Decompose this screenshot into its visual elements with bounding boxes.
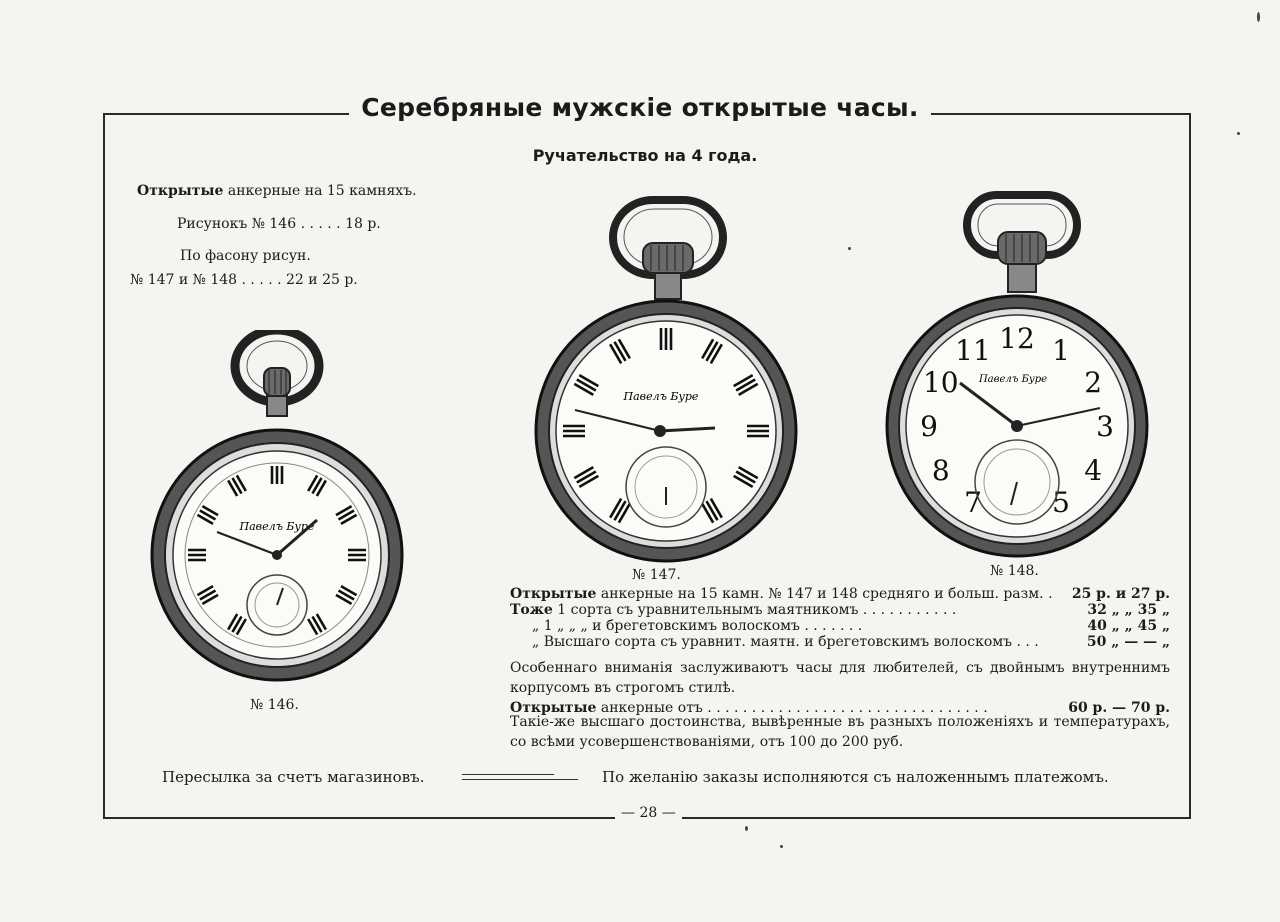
left-price-line-1: Открытые анкерные на 15 камняхъ. <box>137 183 417 199</box>
arabic-numeral: 9 <box>920 410 938 443</box>
arabic-numeral: 8 <box>931 454 950 487</box>
watch-146-caption: № 146. <box>250 697 299 713</box>
price-row: Открытые анкерные на 15 камн. № 147 и 148 средняго и больш. разм. . 25 р. и 27 р. <box>510 586 1170 602</box>
arabic-numeral: 7 <box>964 486 982 520</box>
arabic-numeral: 12 <box>999 322 1035 355</box>
page-subtitle: Ручательство на 4 года. <box>532 146 758 165</box>
left-price-line-2: Рисунокъ № 146 . . . . . 18 р. <box>177 216 381 232</box>
arabic-numeral: 5 <box>1052 486 1070 520</box>
arabic-numeral: 2 <box>1084 366 1103 399</box>
page-number: — 28 — <box>615 805 682 821</box>
footer-divider <box>462 774 554 775</box>
watch-147-illustration <box>533 195 803 585</box>
footer-cod: По желанію заказы исполняются съ наложеннымъ платежомъ. <box>602 768 1109 786</box>
arabic-numeral: 1 <box>1052 333 1070 367</box>
high-quality-note: Такіе-же высшаго достоинства, вывѣренные въ разныхъ положеніяхъ и температурахъ, со всѣми усовершенствованіями, отъ 100 до 200 руб. <box>510 714 1170 750</box>
arabic-numeral: 10 <box>922 366 959 399</box>
dial-146-signature: Павелъ Буре <box>239 520 315 533</box>
arabic-numeral: 3 <box>1096 410 1114 443</box>
left-price-line-3: По фасону рисун. <box>180 248 311 264</box>
special-note: Особеннаго вниманія заслуживаютъ часы для любителей, съ двойнымъ внутреннимъ корпусомъ въ строгомъ стилѣ. <box>510 660 1170 696</box>
arabic-numeral: 11 <box>955 333 991 367</box>
price-row: „ Высшаго сорта съ уравнит. маятн. и брегетовскимъ волоскомъ . . . 50 „ — — „ <box>532 634 1170 650</box>
page-title: Серебряные мужскіе открытые часы. <box>0 93 1280 122</box>
left-price-line-4: № 147 и № 148 . . . . . 22 и 25 р. <box>130 272 358 288</box>
footer-divider <box>462 779 578 780</box>
watch-147-caption: № 147. <box>632 567 681 583</box>
dial-147-signature: Павелъ Буре <box>623 390 699 403</box>
watch-146-illustration <box>145 330 415 690</box>
watch-148-caption: № 148. <box>990 563 1039 579</box>
watch-148-illustration <box>885 190 1155 570</box>
scan-speck <box>1257 12 1260 22</box>
open-anchor-row: Открытые анкерные отъ . . . . . . . . . . . . . . . . . . . . . . . . . . . . . . . . 60 р. — 70 р. <box>510 700 1170 716</box>
price-table <box>510 586 1170 650</box>
scan-speck <box>780 845 783 848</box>
dial-148-signature: Павелъ Буре <box>978 374 1048 385</box>
price-row: „ 1 „ „ „ и брегетовскимъ волоскомъ . . . . . . . 40 „ „ 45 „ <box>532 618 1170 634</box>
scan-speck <box>848 247 851 250</box>
price-row: Тоже 1 сорта съ уравнительнымъ маятникомъ . . . . . . . . . . . 32 „ „ 35 „ <box>510 602 1170 618</box>
scan-speck <box>1237 132 1240 135</box>
footer-shipping: Пересылка за счетъ магазиновъ. <box>162 768 425 786</box>
arabic-numeral: 4 <box>1084 454 1103 487</box>
scan-speck <box>745 826 748 831</box>
